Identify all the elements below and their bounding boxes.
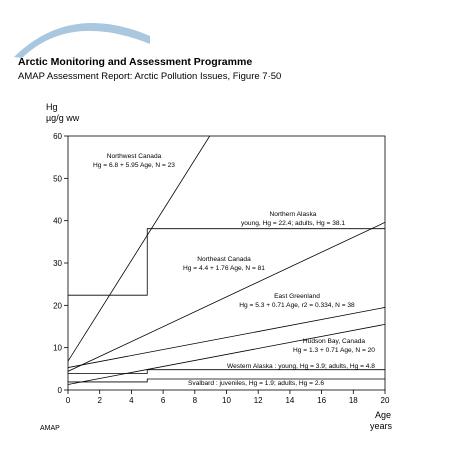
- series-lines: [68, 0, 385, 384]
- series-label-northwest-canada: [93, 153, 175, 169]
- x-tick-label: 12: [253, 396, 263, 405]
- x-axis-unit: years: [370, 421, 393, 431]
- x-tick-label: 2: [97, 396, 102, 405]
- y-tick-label: 0: [57, 386, 62, 395]
- series-label-equation: young, Hg = 22.4; adults, Hg = 38.1: [240, 220, 346, 227]
- series-label-northeast-canada: [183, 256, 265, 272]
- y-tick-label: 10: [53, 343, 62, 353]
- series-label-name: Northern Alaska: [269, 211, 317, 218]
- series-label-equation: Hg = 4.4 + 1.76 Age, N = 81: [183, 265, 265, 272]
- y-tick-label: 50: [53, 174, 62, 184]
- series-label-equation: Hg = 1.3 + 0.71 Age, N = 20: [293, 347, 375, 354]
- report-subtitle: AMAP Assessment Report: Arctic Pollution Issues, Figure 7·50: [18, 71, 282, 82]
- series-label-hudson-bay-canada: [293, 338, 375, 354]
- x-tick-label: 8: [192, 396, 198, 405]
- series-labels: [93, 153, 375, 387]
- series-label-svalbard: [188, 380, 324, 387]
- series-label-name: Northeast Canada: [197, 256, 251, 263]
- source-label: AMAP: [40, 425, 60, 432]
- series-label-east-greenland: [239, 293, 355, 309]
- x-tick-label: 4: [129, 396, 134, 405]
- series-label-equation: Hg = 5.3 + 0.71 Age, r2 = 0.334, N = 38: [239, 302, 355, 309]
- y-axis-unit: µg/g ww: [46, 113, 80, 123]
- series-label-western-alaska: [227, 363, 375, 370]
- series-line-western-alaska: [68, 370, 385, 374]
- series-label-name: Svalbard : juveniles, Hg = 1.9; adults, Hg = 2.6: [188, 380, 324, 387]
- x-axis-label: Age: [375, 410, 392, 420]
- series-label-name: Northwest Canada: [106, 153, 162, 160]
- org-title: Arctic Monitoring and Assessment Programme: [18, 56, 253, 68]
- x-tick-label: 14: [285, 396, 295, 405]
- x-tick-label: 18: [348, 396, 358, 405]
- series-label-name: East Greenland: [274, 293, 320, 300]
- series-label-name: Hudson Bay, Canada: [302, 338, 366, 345]
- y-tick-label: 20: [53, 301, 62, 311]
- x-tick-label: 6: [160, 396, 166, 405]
- x-tick-label: 0: [65, 396, 71, 405]
- logo-text: AMAP: [111, 2, 140, 25]
- series-label-equation: Hg = 6.8 + 5.95 Age, N = 23: [93, 162, 175, 169]
- series-label-northern-alaska: [241, 211, 345, 227]
- x-tick-label: 16: [317, 396, 327, 405]
- series-line-hudson-bay-canada: [68, 324, 385, 384]
- y-axis-label: Hg: [46, 102, 58, 112]
- series-label-name: Western Alaska : young, Hg = 3.9; adults, Hg = 4.8: [227, 363, 375, 370]
- x-tick-label: 10: [222, 396, 231, 405]
- x-tick-label: 20: [380, 396, 390, 405]
- y-tick-label: 30: [53, 259, 62, 268]
- y-tick-label: 60: [53, 132, 62, 141]
- y-tick-label: 40: [53, 216, 62, 226]
